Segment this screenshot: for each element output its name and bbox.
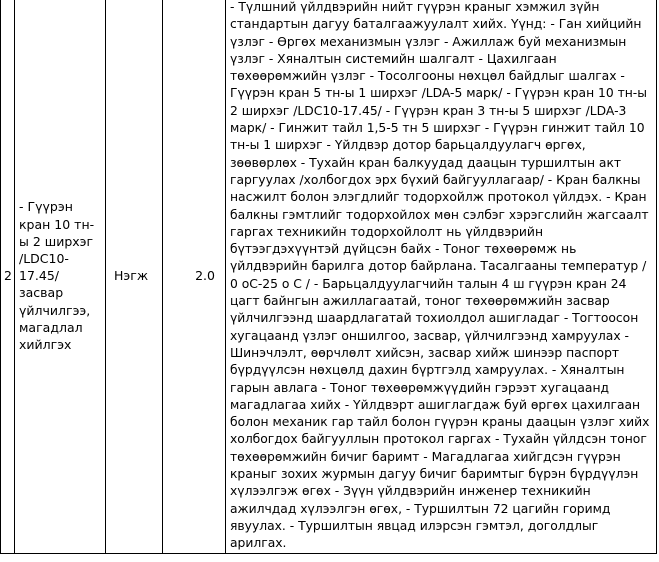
item-quantity: 2.0: [163, 0, 226, 553]
table-row: [1, 0, 657, 553]
item-name: - Гүүрэн кран 10 тн-ы 2 ширхэг /LDC10-17.45/ засвар үйлчилгээ, магадлал хийлгэх: [15, 0, 106, 553]
item-unit: Нэгж: [106, 0, 163, 553]
item-description: - Түлшний үйлдвэрийн нийт гүүрэн краныг хэмжил зүйн стандартын дагуу баталгаажуулалт хийх. Үүнд: - Ган хийцийн үзлэг - Өргөх механизмын үзлэг - Ажиллаж буй механизмын үзлэг - Хяналтын системийн шалгалт - Цахилгаан төхөөрөмжийн үзлэг - Тосолгооны нөхцөл байдлыг шалгах - Гүүрэн кран 5 тн-ы 1 ширхэг /LDA-5 марк/ - Гүүрэн кран 10 тн-ы 2 ширхэг /LDC10-17.45/ - Гүүрэн кран 3 тн-ы 5 ширхэг /LDA-3 марк/ - Гинжит тайл 1,5-5 тн 5 ширхэг - Гүүрэн гинжит тайл 10 тн-ы 1 ширхэг - Үйлдвэр дотор барьцалдуулагч өргөх, зөөвөрлөх - Тухайн кран балкуудад даацын туршилтын акт гаргуулах /холбогдох эрх бүхий байгууллагаар/ - Кран балкны насжилт болон элэгдлийг тодорхойлж протокол үйлдэх. - Кран балкны гэмтлийг тодорхойлох мөн сэлбэг хэрэгслийн жагсаалт гаргах техникийн тодорхойлолт нь үйлдвэрийн бүтээгдэхүүнтэй дүйцсэн байх - Тоног төхөөрөмж нь үйлдвэрийн барилга дотор байрлана. Тасалгааны температур / 0 оС-25 о С / - Барьцалдуулагчийн талын 4 ш гүүрэн кран 24 цагт байнгын ажиллагаатай, тоног төхөөрөмжийн засвар үйлчилгээнд шаардлагатай тохиолдол ашигладаг - Тогтоосон хугацаанд үзлэг оншилгоо, засвар, үйлчилгээнд хамруулах - Шинэчлэлт, өөрчлөлт хийсэн, засвар хийж шинээр паспорт бүрдүүлсэн нөхцөлд дахин бүртгэлд хамруулах. - Хяналтын гарын авлага - Тоног төхөөрөмжүүдийн гэрээт хугацаанд магадлагаа хийх - Үйлдвэрт ашиглагдаж буй өргөх цахилгаан болон механик гар тайл болон гүүрэн краны даацын үзлэг хийх холбогдох байгууллын протокол гаргах - Тухайн үйлдсэн тоног төхөөрөмжийн бичиг баримт - Магадлагаа хийгдсэн гүүрэн краныг зохих журмын дагуу бичиг баримтыг бүрэн бүрдүүлэн хүлээлгэж өгөх - Зүүн үйлдвэрийн инженер техникийн ажилчдад хүлээлгэн өгөх, - Туршилтын 72 цагийн горимд явуулах. - Туршилтын явцад илэрсэн гэмтэл, доголдлыг арилгах.: [230, 0, 650, 551]
row-number: 2: [1, 0, 15, 553]
item-description-cell: [226, 0, 657, 553]
